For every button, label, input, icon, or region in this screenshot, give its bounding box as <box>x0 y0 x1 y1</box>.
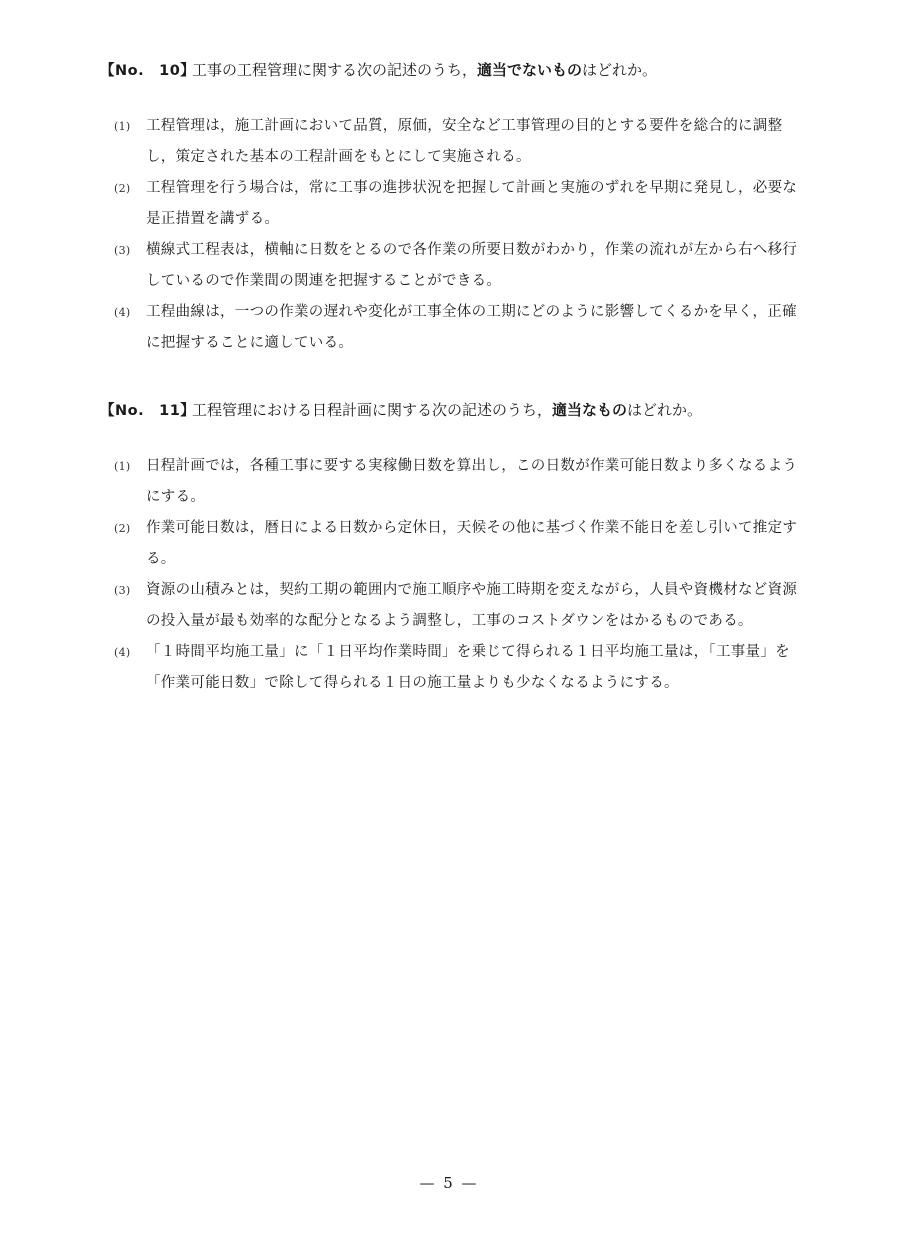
option-item <box>100 575 805 637</box>
question-number: 【No. 10】 <box>100 63 196 79</box>
option-item <box>100 451 805 513</box>
question-header <box>100 58 805 83</box>
question-11 <box>100 398 805 699</box>
option-text: 日程計画では，各種工事に要する実稼働日数を算出し，この日数が作業可能日数より多くなるようにする。 <box>146 458 798 505</box>
option-text: 資源の山積みとは，契約工期の範囲内で施工順序や施工時期を変えながら，人員や資機材など資源の投入量が最も効率的な配分となるよう調整し，工事のコストダウンをはかるものである。 <box>146 582 798 629</box>
page-number: — 5 — <box>419 1174 479 1192</box>
option-marker: (1) <box>114 460 131 473</box>
option-marker: (1) <box>114 120 131 133</box>
question-number: 【No. 11】 <box>100 403 196 419</box>
option-marker: (4) <box>114 646 131 659</box>
question-stem-pre: 工事の工程管理に関する次の記述のうち， <box>192 61 478 79</box>
question-stem-emphasis: 適当なもの <box>552 401 628 419</box>
option-marker: (2) <box>114 522 131 535</box>
option-item <box>100 235 805 297</box>
option-item <box>100 297 805 359</box>
option-marker: (3) <box>114 244 131 257</box>
question-stem-post: はどれか。 <box>627 401 703 419</box>
option-marker: (2) <box>114 182 131 195</box>
option-list <box>100 111 805 359</box>
question-header <box>100 398 805 423</box>
question-10 <box>100 58 805 359</box>
option-text: 作業可能日数は，暦日による日数から定休日，天候その他に基づく作業不能日を差し引いて推定する。 <box>146 520 798 567</box>
option-item <box>100 637 805 699</box>
option-marker: (3) <box>114 584 131 597</box>
option-marker: (4) <box>114 306 131 319</box>
option-text: 工程管理を行う場合は，常に工事の進捗状況を把握して計画と実施のずれを早期に発見し，必要な是正措置を講ずる。 <box>146 180 798 227</box>
option-text: 工程管理は，施工計画において品質，原価，安全など工事管理の目的とする要件を総合的に調整し，策定された基本の工程計画をもとにして実施される。 <box>146 118 783 165</box>
option-item <box>100 513 805 575</box>
option-item <box>100 173 805 235</box>
question-stem-post: はどれか。 <box>582 61 658 79</box>
question-stem-pre: 工程管理における日程計画に関する次の記述のうち， <box>192 401 553 419</box>
option-text: 横線式工程表は，横軸に日数をとるので各作業の所要日数がわかり，作業の流れが左から右へ移行しているので作業間の関連を把握することができる。 <box>146 242 798 289</box>
option-text: 「１時間平均施工量」に「１日平均作業時間」を乗じて得られる１日平均施工量は，「工事量」を「作業可能日数」で除して得られる１日の施工量よりも少なくなるようにする。 <box>146 644 790 691</box>
question-stem-emphasis: 適当でないもの <box>477 61 583 79</box>
option-item <box>100 111 805 173</box>
option-text: 工程曲線は，一つの作業の遅れや変化が工事全体の工期にどのように影響してくるかを早く，正確に把握することに適している。 <box>146 304 797 351</box>
option-list <box>100 451 805 699</box>
